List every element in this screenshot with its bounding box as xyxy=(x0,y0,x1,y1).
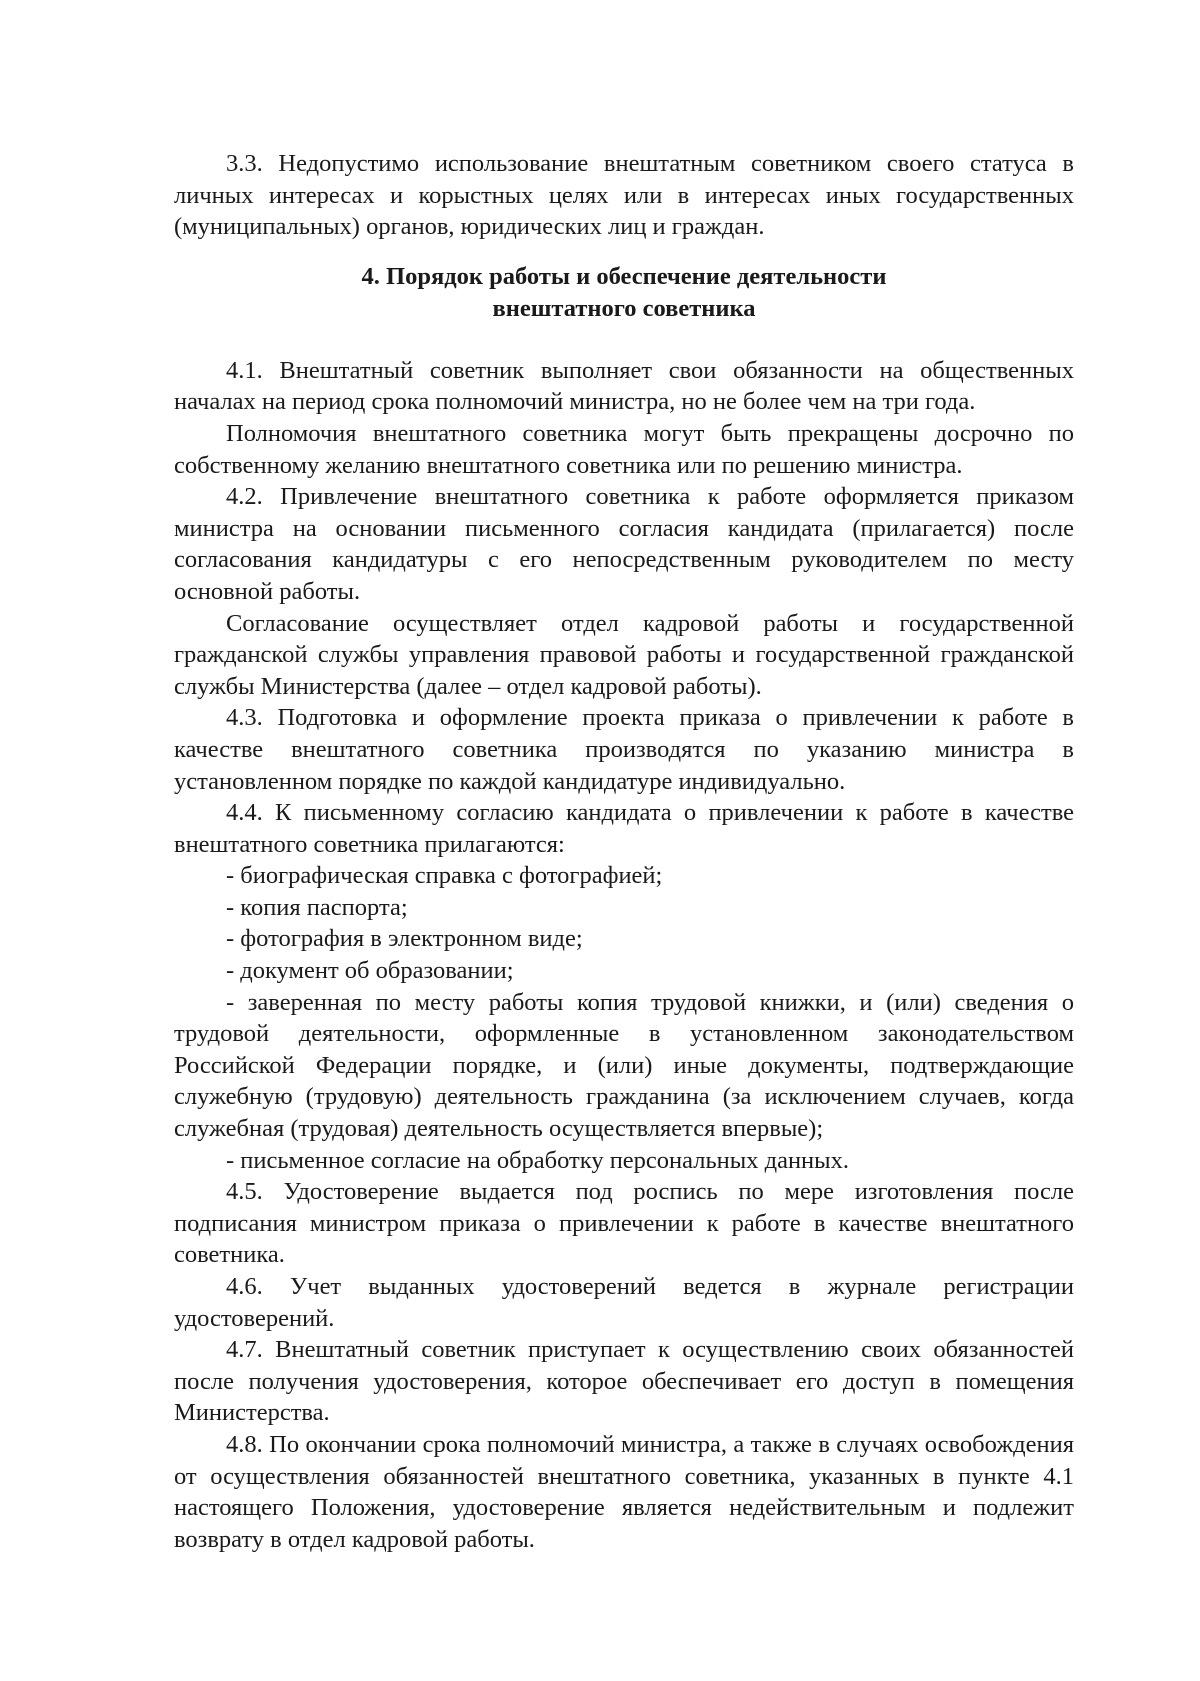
paragraph-4-4: 4.4. К письменному согласию кандидата о привлечении к работе в качестве внештатного советника прилагаются: xyxy=(174,799,1074,858)
section-4-heading xyxy=(174,261,1074,325)
list-item: - копия паспорта; xyxy=(226,893,408,921)
paragraph-4-3: 4.3. Подготовка и оформление проекта приказа о привлечении к работе в качестве внештатного советника производятся по указанию министра в установленном порядке по каждой кандидатуре индивидуально. xyxy=(174,704,1074,795)
paragraph-4-1-termination: Полномочия внештатного советника могут быть прекращены досрочно по собственному желанию внештатного советника или по решению министра. xyxy=(174,419,1074,479)
paragraph-4-5: 4.5. Удостоверение выдается под роспись по мере изготовления после подписания министром приказа о привлечении к работе в качестве внештатного советника. xyxy=(174,1178,1074,1269)
section-4-heading-line-2: внештатного советника xyxy=(492,294,756,322)
section-4-heading-line-1: 4. Порядок работы и обеспечение деятельности xyxy=(361,262,887,290)
list-item: - биографическая справка с фотографией; xyxy=(226,862,663,890)
list-item: - документ об образовании; xyxy=(226,957,514,985)
paragraph-4-6: 4.6. Учет выданных удостоверений ведется в журнале регистрации удостоверений. xyxy=(174,1273,1074,1332)
list-item: - заверенная по месту работы копия трудовой книжки, и (или) сведения о трудовой деятельности, оформленные в установленном законодательством Российской Федерации порядке, и (или) иные документы, подтверждающие служебную (трудовую) деятельность гражданина (за исключением случаев, когда служебная (трудовая) деятельность осуществляется впервые); xyxy=(174,988,1074,1143)
paragraph-4-7: 4.7. Внештатный советник приступает к осуществлению своих обязанностей после получения удостоверения, которое обеспечивает его доступ в помещения Министерства. xyxy=(174,1336,1074,1427)
list-item: - письменное согласие на обработку персональных данных. xyxy=(226,1146,850,1174)
document-body xyxy=(174,148,1074,1555)
paragraph-4-1: 4.1. Внештатный советник выполняет свои обязанности на общественных началах на период срока полномочий министра, но не более чем на три года. xyxy=(174,356,1074,416)
paragraph-3-3: 3.3. Недопустимо использование внештатным советником своего статуса в личных интересах и корыстных целях или в интересах иных государственных (муниципальных) органов, юридических лиц и граждан. xyxy=(174,150,1074,241)
paragraph-4-2-approval: Согласование осуществляет отдел кадровой работы и государственной гражданской службы управления правовой работы и государственной гражданской службы Министерства (далее – отдел кадровой работы). xyxy=(174,609,1074,700)
paragraph-4-8: 4.8. По окончании срока полномочий министра, а также в случаях освобождения от осуществления обязанностей внештатного советника, указанных в пункте 4.1 настоящего Положения, удостоверение является недействительным и подлежит возврату в отдел кадровой работы. xyxy=(174,1430,1074,1553)
paragraph-4-2: 4.2. Привлечение внештатного советника к работе оформляется приказом министра на основании письменного согласия кандидата (прилагается) после согласования кандидатуры с его непосредственным руководителем по месту основной работы. xyxy=(174,483,1074,605)
list-item: - фотография в электронном виде; xyxy=(226,925,583,953)
